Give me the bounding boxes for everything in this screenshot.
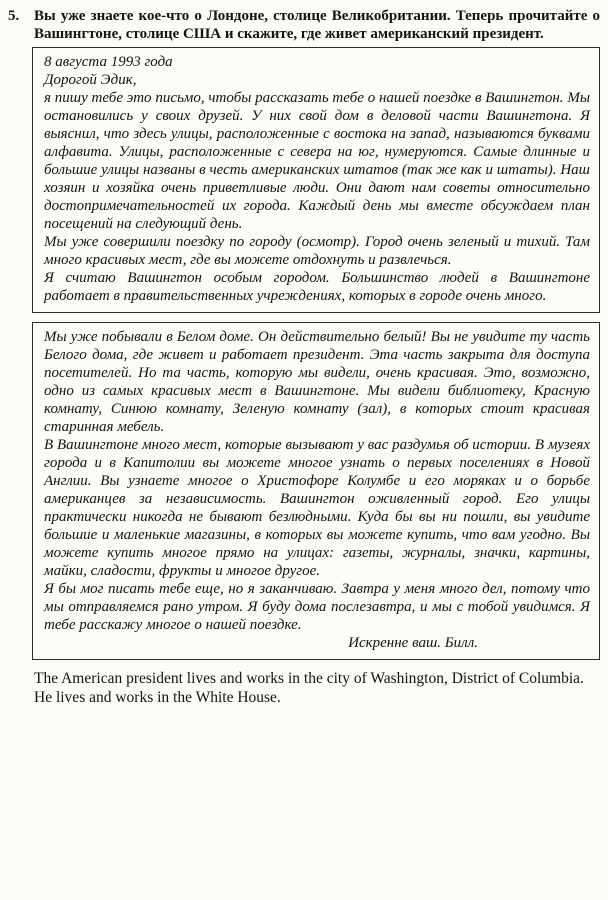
exercise-number: 5. — [8, 8, 20, 24]
letter-part2-paragraph-3: Я бы мог писать тебе еще, но я заканчиваю. Завтра у меня много дел, потому что мы отправляемся рано утром. Я буду дома послезавтра, и мы с тобой увидимся. Я тебе расскажу многое о нашей поездке. — [44, 581, 590, 633]
exercise-header — [6, 6, 602, 47]
letter-salutation: Дорогой Эдик, — [44, 72, 137, 88]
letter-box-part2 — [32, 322, 600, 660]
answer-text: The American president lives and works in the city of Washington, District of Columbia. He lives and works in the White House. — [34, 670, 584, 706]
letter-part2-paragraph-2: В Вашингтоне много мест, которые вызывают у вас раздумья об истории. В музеях города и в Капитолии вы можете многое узнать о первых поселениях в Новой Англии. Вы узнаете многое о Христофоре Колумбе и его моряках и о борьбе американцев за независимость. Вашингтон оживленный город. Его улицы практически никогда не бывают безлюдными. Куда бы вы ни пошли, вы увидите большие и маленькие магазины, в которых вы можете купить, что вам угодно. Вы можете купить многое прямо на улицах: газеты, журналы, значки, картины, майки, сладости, фрукты и многое другое. — [44, 437, 590, 579]
letter-part1-paragraph-3: Я считаю Вашингтон особым городом. Большинство людей в Вашингтоне работает в правительственных учреждениях, которых в городе очень много. — [44, 270, 590, 304]
letter-closing: Искренне ваш. Билл. — [348, 635, 478, 651]
exercise-instruction: Вы уже знаете кое-что о Лондоне, столице Великобритании. Теперь прочитайте о Вашингтоне, столице США и скажите, где живет американский президент. — [34, 8, 600, 42]
letter-part1-paragraph-2: Мы уже совершили поездку по городу (осмотр). Город очень зеленый и тихий. Там много красивых мест, где вы можете отдохнуть и развлечься. — [44, 234, 590, 268]
letter-part2-paragraph-1: Мы уже побывали в Белом доме. Он действительно белый! Вы не увидите ту часть Белого дома, где живет и работает президент. Эта часть закрыта для доступа посетителей. Но та часть, которую мы видели, очень красивая. Это, возможно, одно из самых красивых мест в Вашингтоне. Мы видели библиотеку, Красную комнату, Синюю комнату, Зеленую комнату (зал), в которых стоит красивая старинная мебель. — [44, 329, 590, 435]
letter-date: 8 августа 1993 года — [44, 54, 173, 70]
letter-box-part1 — [32, 47, 600, 313]
letter-part1-paragraph-1: я пишу тебе это письмо, чтобы рассказать тебе о нашей поездке в Вашингтон. Мы остановились у своих друзей. У них свой дом в деловой части Вашингтона. Я выяснил, что здесь улицы, расположенные с востока на запад, называются буквами алфавита. Улицы, расположенные с севера на юг, нумеруются. Самые длинные и большие улицы названы в честь американских штатов (так же как и штаты). Наш хозяин и хозяйка очень приветливые люди. Они дают нам советы относительно достопримечательностей их города. Каждый день мы вместе обсуждаем план посещений на следующий день. — [44, 90, 590, 232]
